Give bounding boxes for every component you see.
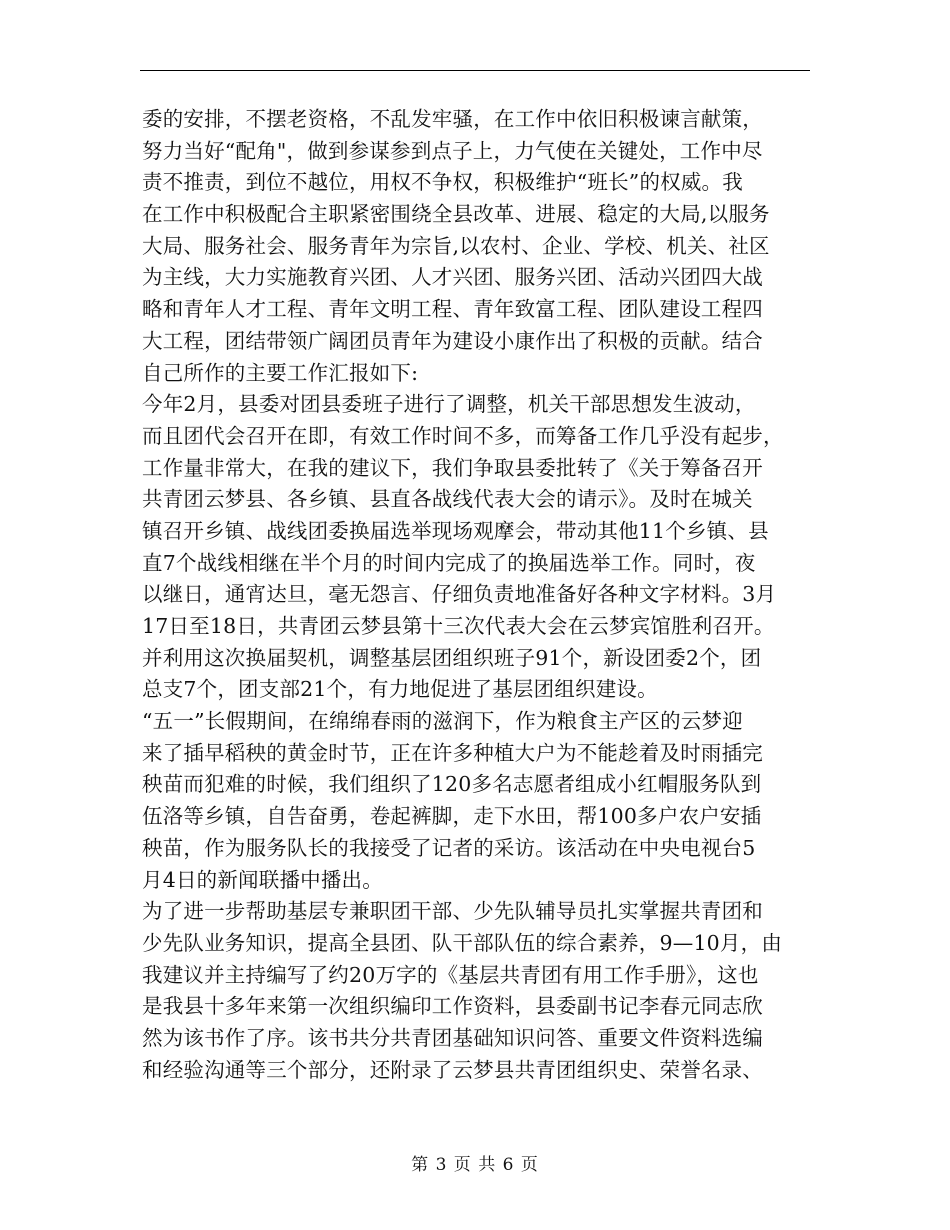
text-line: “五一”长假期间，在绵绵春雨的滋润下，作为粮食主产区的云梦迎 [142,709,743,734]
header-rule [140,70,810,71]
text-line: 秧苗，作为服务队长的我接受了记者的采访。该活动在中央电视台5 [142,835,756,860]
text-line: 大工程，团结带领广阔团员青年为建设小康作出了积极的贡献。结合 [142,328,763,353]
text-line: 今年2月，县委对团县委班子进行了调整，机关干部思想发生波动， [142,392,756,417]
text-line: 以继日，通宵达旦，毫无怨言、仔细负责地准备好各种文字材料。3月 [142,582,777,607]
text-line: 而且团代会召开在即，有效工作时间不多，而筹备工作几乎没有起步， [142,423,784,448]
text-line: 和经验沟通等三个部分，还附录了云梦县共青团组织史、荣誉名录、 [142,1057,763,1082]
text-line: 镇召开乡镇、战线团委换届选举现场观摩会，带动其他11个乡镇、县 [142,518,769,543]
text-line: 是我县十多年来第一次组织编印工作资料，县委副书记李春元同志欣 [142,994,763,1019]
text-line: 少先队业务知识，提高全县团、队干部队伍的综合素养，9—10月，由 [142,930,783,955]
text-line: 我建议并主持编写了约20万字的《基层共青团有用工作手册》，这也 [142,962,759,987]
page-footer: 第 3 页 共 6 页 [411,1155,539,1175]
text-line: 委的安排，不摆老资格，不乱发牢骚，在工作中依旧积极谏言献策， [142,107,763,131]
text-line: 17日至18日，共青团云梦县第十三次代表大会在云梦宾馆胜利召开。 [142,614,775,638]
body-text [142,104,810,1086]
text-line: 直7个战线相继在半个月的时间内完成了的换届选举工作。同时，夜 [142,550,756,575]
text-line: 自己所作的主要工作汇报如下: [142,360,419,385]
text-line: 并利用这次换届契机，调整基层团组织班子91个，新设团委2个，团 [142,645,762,670]
text-line: 责不推责，到位不越位，用权不争权，积极维护“班长”的权威。我 [142,170,743,195]
text-line: 工作量非常大，在我的建议下，我们争取县委批转了《关于筹备召开 [142,455,763,480]
text-line: 为主线，大力实施教育兴团、人才兴团、服务兴团、活动兴团四大战 [142,265,763,290]
text-line: 总支7个，团支部21个，有力地促进了基层团组织建设。 [142,677,658,702]
text-line: 来了插早稻秧的黄金时节，正在许多种植大户为不能趁着及时雨插完 [142,740,763,765]
text-line: 大局、服务社会、服务青年为宗旨,以农村、企业、学校、机关、社区 [142,233,770,258]
text-line: 略和青年人才工程、青年文明工程、青年致富工程、团队建设工程四 [142,297,763,322]
text-line: 伍洛等乡镇，自告奋勇，卷起裤脚，走下水田，帮100多户农户安插 [142,804,762,829]
text-line: 为了进一步帮助基层专兼职团干部、少先队辅导员扎实掌握共青团和 [142,899,763,924]
text-line: 秧苗而犯难的时候，我们组织了120多名志愿者组成小红帽服务队到 [142,772,762,797]
text-line: 然为该书作了序。该书共分共青团基础知识问答、重要文件资料选编 [142,1025,763,1050]
text-line: 共青团云梦县、各乡镇、县直各战线代表大会的请示》。及时在城关 [142,487,753,512]
text-line: 月4日的新闻联播中播出。 [142,867,383,892]
text-line: 在工作中积极配合主职紧密围绕全县改革、进展、稳定的大局,以服务 [142,202,770,227]
text-line: 努力当好“配角"，做到参谋参到点子上，力气使在关键处，工作中尽 [142,138,763,163]
